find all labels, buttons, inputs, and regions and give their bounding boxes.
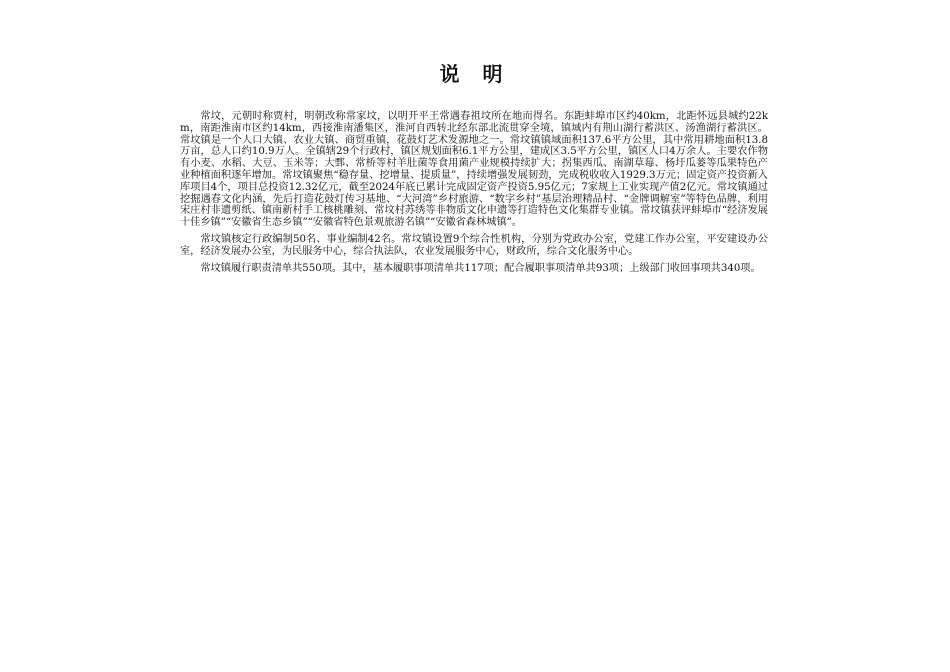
document-title: 说 明 bbox=[439, 62, 511, 86]
paragraph-staffing-and-institutions: 常坟镇核定行政编制50名、事业编制42名。常坟镇设置9个综合性机构，分别为党政办公室，党建工作办公室，平安建设办公室，经济发展办公室，为民服务中心，综合执法队，农业发展服务中心，财政所，综合文化服务中心。 bbox=[180, 233, 768, 257]
document-body bbox=[180, 111, 768, 279]
paragraph-duty-list: 常坟镇履行职责清单共550项。其中，基本履职事项清单共117项；配合履职事项清单共93项；上级部门收回事项共340项。 bbox=[200, 262, 761, 274]
paragraph-town-overview: 常坟，元朝时称贾村，明朝改称常家坟，以明开平王常遇春祖坟所在地而得名。东距蚌埠市区约40km，北距怀远县城约22km，南距淮南市区约14km，西接淮南潘集区，淮河自西转北经东部北流贯穿全境，镇域内有荆山湖行蓄洪区、汤渔湖行蓄洪区。常坟镇是一个人口大镇、农业大镇、商贸重镇，花鼓灯艺术发源地之一。常坟镇镇域面积137.6平方公里，其中常用耕地面积13.8万亩，总人口约10.9万人。全镇辖29个行政村，镇区规划面积6.1平方公里，建成区3.5平方公里，镇区人口4万余人。主要农作物有小麦、水稻、大豆、玉米等；大鄄、常桥等村羊肚菌等食用菌产业规模持续扩大；拐集西瓜、南湖草莓、杨圩瓜蒌等瓜果特色产业种植面积逐年增加。常坟镇聚焦“稳存量、挖增量、提质量”，持续增强发展韧劲，完成税收收入1929.3万元；固定资产投资新入库项目4个，项目总投资12.32亿元，截至2024年底已累计完成固定资产投资5.95亿元；7家规上工业实现产值2亿元。常坟镇通过挖掘遇春文化内涵，先后打造花鼓灯传习基地、“大河湾”乡村旅游、“数字乡村”基层治理精品村、“金牌调解室”等特色品牌，利用宋庄村非遗剪纸、镇南新村手工核桃雕刻、常坟村苏绣等非物质文化申遗等打造特色文化集群专业镇。常坟镇获评蚌埠市“经济发展十佳乡镇”“安徽省生态乡镇”“安徽省特色景观旅游名镇”“安徽省森林城镇”。 bbox=[180, 111, 768, 229]
